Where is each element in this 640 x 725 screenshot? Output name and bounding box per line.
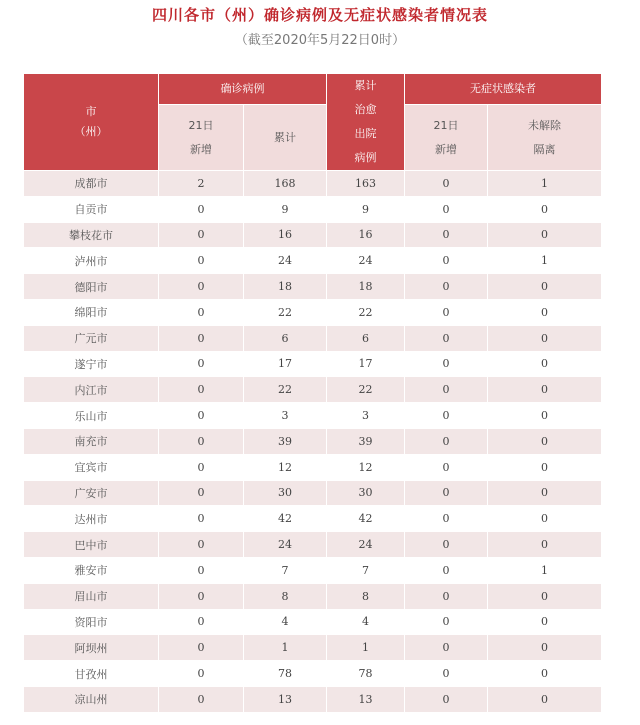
table-row [24, 506, 602, 532]
table-row [24, 609, 602, 635]
header-city-line1: 市 [85, 105, 97, 118]
table-row [24, 248, 602, 274]
page-subtitle: （截至2020年5月22日0时） [234, 33, 406, 48]
cell-asym-new-21: 0 [405, 635, 488, 661]
cell-city: 乐山市 [24, 403, 159, 429]
header-asym-new-21-line1: 21日 [433, 118, 459, 132]
cell-city: 达州市 [24, 506, 159, 532]
cell-city: 凉山州 [24, 686, 159, 711]
header-cumulative: 累计 [244, 105, 327, 171]
cell-city: 眉山市 [24, 583, 159, 609]
header-asym-not-released [488, 105, 602, 171]
header-asym-not-released-line1: 未解除 [528, 118, 561, 132]
cell-asym-new-21: 0 [405, 609, 488, 635]
cell-asym-not-released: 0 [488, 428, 602, 454]
cell-asym-not-released: 0 [488, 403, 602, 429]
cell-asym-new-21: 0 [405, 480, 488, 506]
cell-discharged: 7 [327, 557, 405, 583]
header-new-21-line2: 新增 [190, 142, 212, 156]
cell-new-21: 0 [159, 248, 244, 274]
cell-asym-not-released: 0 [488, 325, 602, 351]
table-row [24, 299, 602, 325]
cell-city: 资阳市 [24, 609, 159, 635]
table-row [24, 274, 602, 300]
table-row [24, 557, 602, 583]
cell-asym-not-released: 1 [488, 557, 602, 583]
cell-discharged: 42 [327, 506, 405, 532]
cell-city: 甘孜州 [24, 661, 159, 687]
header-discharged-line1: 累计 [354, 79, 377, 92]
table-row [24, 325, 602, 351]
cell-asym-new-21: 0 [405, 248, 488, 274]
cell-discharged: 39 [327, 428, 405, 454]
cell-new-21: 0 [159, 274, 244, 300]
cell-cumulative: 13 [244, 686, 327, 711]
header-asym-not-released-line2: 隔离 [533, 142, 556, 156]
cell-asym-new-21: 0 [405, 299, 488, 325]
cell-discharged: 4 [327, 609, 405, 635]
cell-asym-not-released: 1 [488, 171, 602, 197]
cell-city: 泸州市 [24, 248, 159, 274]
cell-cumulative: 12 [244, 454, 327, 480]
cell-cumulative: 6 [244, 325, 327, 351]
cell-asym-not-released: 1 [488, 248, 602, 274]
cell-asym-new-21: 0 [405, 661, 488, 687]
cell-asym-new-21: 0 [405, 454, 488, 480]
cell-cumulative: 9 [244, 196, 327, 222]
cell-asym-not-released: 0 [488, 454, 602, 480]
cell-city: 广元市 [24, 325, 159, 351]
cell-city: 绵阳市 [24, 299, 159, 325]
cell-city: 南充市 [24, 428, 159, 454]
header-asymptomatic-group: 无症状感染者 [405, 74, 602, 105]
header-asym-new-21-line2: 新增 [435, 142, 457, 156]
cell-asym-new-21: 0 [405, 557, 488, 583]
cell-cumulative: 3 [244, 403, 327, 429]
cell-asym-not-released: 0 [488, 686, 602, 711]
cell-cumulative: 42 [244, 506, 327, 532]
cell-cumulative: 7 [244, 557, 327, 583]
cell-new-21: 0 [159, 583, 244, 609]
cell-asym-new-21: 0 [405, 222, 488, 248]
table-row [24, 171, 602, 197]
cell-discharged: 9 [327, 196, 405, 222]
cell-new-21: 0 [159, 609, 244, 635]
cell-new-21: 0 [159, 377, 244, 403]
cell-discharged: 18 [327, 274, 405, 300]
cell-discharged: 16 [327, 222, 405, 248]
cell-discharged: 13 [327, 686, 405, 711]
table-row [24, 428, 602, 454]
header-new-21-line1: 21日 [188, 118, 214, 132]
cell-new-21: 0 [159, 661, 244, 687]
cell-cumulative: 24 [244, 532, 327, 558]
cell-discharged: 6 [327, 325, 405, 351]
cell-new-21: 0 [159, 532, 244, 558]
cell-cumulative: 24 [244, 248, 327, 274]
table-row [24, 377, 602, 403]
cell-new-21: 0 [159, 403, 244, 429]
cell-cumulative: 18 [244, 274, 327, 300]
cell-asym-not-released: 0 [488, 661, 602, 687]
cell-cumulative: 30 [244, 480, 327, 506]
cell-asym-new-21: 0 [405, 171, 488, 197]
header-discharged [327, 74, 405, 171]
cell-cumulative: 78 [244, 661, 327, 687]
cell-asym-not-released: 0 [488, 274, 602, 300]
header-city [24, 74, 159, 171]
cell-discharged: 22 [327, 377, 405, 403]
cell-asym-new-21: 0 [405, 351, 488, 377]
table-row [24, 196, 602, 222]
cell-asym-not-released: 0 [488, 196, 602, 222]
cell-asym-new-21: 0 [405, 274, 488, 300]
cell-asym-not-released: 0 [488, 532, 602, 558]
cell-city: 攀枝花市 [24, 222, 159, 248]
cell-discharged: 3 [327, 403, 405, 429]
cell-city: 遂宁市 [24, 351, 159, 377]
cell-new-21: 0 [159, 557, 244, 583]
cell-discharged: 24 [327, 532, 405, 558]
table-row [24, 454, 602, 480]
cell-asym-not-released: 0 [488, 377, 602, 403]
cell-cumulative: 8 [244, 583, 327, 609]
cell-asym-not-released: 0 [488, 609, 602, 635]
cell-discharged: 12 [327, 454, 405, 480]
cell-discharged: 8 [327, 583, 405, 609]
cell-city: 雅安市 [24, 557, 159, 583]
cell-city: 广安市 [24, 480, 159, 506]
table-row [24, 351, 602, 377]
table-row [24, 403, 602, 429]
header-asym-new-21 [405, 105, 488, 171]
cell-new-21: 0 [159, 480, 244, 506]
cell-cumulative: 1 [244, 635, 327, 661]
cell-cumulative: 4 [244, 609, 327, 635]
header-new-21 [159, 105, 244, 171]
header-discharged-line4: 病例 [354, 151, 377, 164]
table-body [24, 171, 602, 712]
header-discharged-line2: 治愈 [354, 103, 377, 116]
cell-asym-new-21: 0 [405, 583, 488, 609]
cell-city: 宜宾市 [24, 454, 159, 480]
cell-new-21: 0 [159, 454, 244, 480]
cell-asym-not-released: 0 [488, 351, 602, 377]
cell-discharged: 22 [327, 299, 405, 325]
cell-asym-new-21: 0 [405, 377, 488, 403]
cell-new-21: 0 [159, 686, 244, 711]
cell-discharged: 17 [327, 351, 405, 377]
cell-asym-new-21: 0 [405, 196, 488, 222]
header-confirmed-group: 确诊病例 [159, 74, 327, 105]
cell-cumulative: 17 [244, 351, 327, 377]
cell-new-21: 0 [159, 635, 244, 661]
cell-asym-new-21: 0 [405, 325, 488, 351]
cell-asym-not-released: 0 [488, 222, 602, 248]
cell-asym-new-21: 0 [405, 686, 488, 711]
cell-discharged: 163 [327, 171, 405, 197]
cell-asym-new-21: 0 [405, 403, 488, 429]
cell-new-21: 0 [159, 299, 244, 325]
cell-new-21: 0 [159, 351, 244, 377]
table-row [24, 532, 602, 558]
cell-new-21: 0 [159, 222, 244, 248]
table-row [24, 686, 602, 711]
cell-asym-not-released: 0 [488, 635, 602, 661]
table-row [24, 583, 602, 609]
cell-asym-not-released: 0 [488, 583, 602, 609]
cell-cumulative: 22 [244, 377, 327, 403]
cell-city: 内江市 [24, 377, 159, 403]
cell-new-21: 0 [159, 506, 244, 532]
cell-cumulative: 22 [244, 299, 327, 325]
cell-new-21: 0 [159, 428, 244, 454]
cell-discharged: 78 [327, 661, 405, 687]
statistics-table [23, 73, 602, 712]
cell-asym-not-released: 0 [488, 299, 602, 325]
table-row [24, 661, 602, 687]
cell-city: 成都市 [24, 171, 159, 197]
table-row [24, 480, 602, 506]
cell-discharged: 1 [327, 635, 405, 661]
cell-city: 德阳市 [24, 274, 159, 300]
cell-city: 自贡市 [24, 196, 159, 222]
cell-asym-new-21: 0 [405, 428, 488, 454]
cell-cumulative: 168 [244, 171, 327, 197]
cell-discharged: 30 [327, 480, 405, 506]
page-title: 四川各市（州）确诊病例及无症状感染者情况表 [151, 6, 488, 24]
header-city-line2: （州） [74, 125, 108, 138]
statistics-table-container [23, 73, 601, 712]
cell-cumulative: 16 [244, 222, 327, 248]
cell-new-21: 0 [159, 196, 244, 222]
cell-new-21: 0 [159, 325, 244, 351]
header-discharged-line3: 出院 [354, 127, 377, 140]
cell-discharged: 24 [327, 248, 405, 274]
cell-city: 巴中市 [24, 532, 159, 558]
cell-new-21: 2 [159, 171, 244, 197]
table-row [24, 635, 602, 661]
cell-cumulative: 39 [244, 428, 327, 454]
cell-asym-not-released: 0 [488, 506, 602, 532]
cell-city: 阿坝州 [24, 635, 159, 661]
cell-asym-new-21: 0 [405, 506, 488, 532]
cell-asym-not-released: 0 [488, 480, 602, 506]
table-row [24, 222, 602, 248]
cell-asym-new-21: 0 [405, 532, 488, 558]
